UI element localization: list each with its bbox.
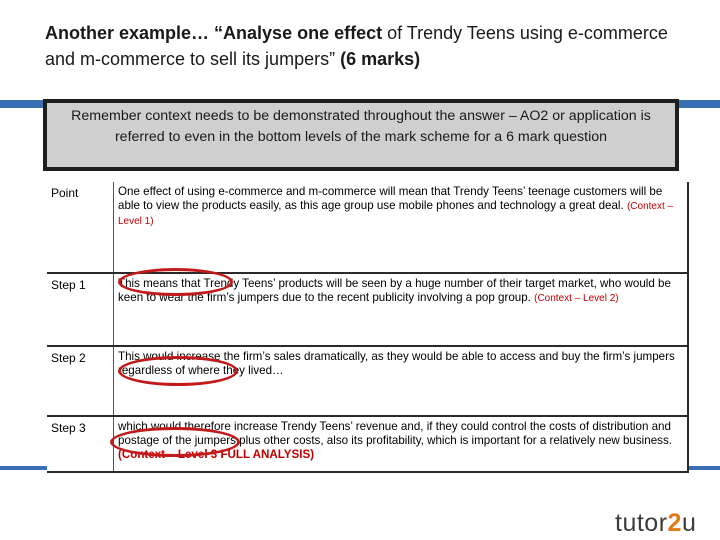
context-level-tag: (Context – Level 2) <box>534 293 619 304</box>
row-label: Point <box>47 182 114 273</box>
context-level-tag: (Context – Level 1) <box>118 201 674 227</box>
row-content <box>114 182 689 273</box>
highlight-ellipse <box>118 356 238 386</box>
title-marks: (6 marks) <box>335 49 421 69</box>
row-text: which would therefore increase Trendy Teens’ revenue and, if they could control the costs of distribution and postage of the jumpers plus other costs, also its profitability, which is important for a relatively new business. <box>118 420 672 447</box>
row-text: One effect of using e-commerce and m-commerce will mean that Trendy Teens’ teenage customers will be able to view the products easily, as this age group use mobile phones and technology a great deal. <box>118 185 663 212</box>
row-label: Step 1 <box>47 273 114 346</box>
context-level-tag: (Context – Level 3 FULL ANALYSIS) <box>118 448 315 461</box>
row-label: Step 3 <box>47 416 114 472</box>
context-callout <box>43 99 679 171</box>
callout-text: Remember context needs to be demonstrated throughout the answer – AO2 or application is referred to even in the bottom levels of the mark scheme for a 6 mark question <box>71 108 651 145</box>
tutor2u-logo <box>615 508 696 538</box>
highlight-ellipse <box>118 268 233 296</box>
title-bold-part: Another example… “Analyse one effect <box>45 23 383 43</box>
row-text: This would increase the firm’s sales dramatically, as they would be able to access and buy the firm’s jumpers regardless of where they lived… <box>118 350 675 377</box>
slide-title <box>45 20 685 72</box>
row-label: Step 2 <box>47 346 114 416</box>
logo-text-2: 2 <box>667 509 682 537</box>
row-text: This means that Trendy Teens’ products will be seen by a huge number of their target market, who would be keen to wear the firm’s jumpers due to the recent publicity involving a pop group. <box>118 277 671 304</box>
logo-text-u: u <box>681 509 697 537</box>
highlight-ellipse <box>110 427 240 457</box>
logo-text-tutor: tutor <box>615 509 668 537</box>
table-row <box>47 182 688 273</box>
title-normal-part: of Trendy Teens using e-commerce and m-commerce to sell its jumpers” <box>45 23 668 69</box>
